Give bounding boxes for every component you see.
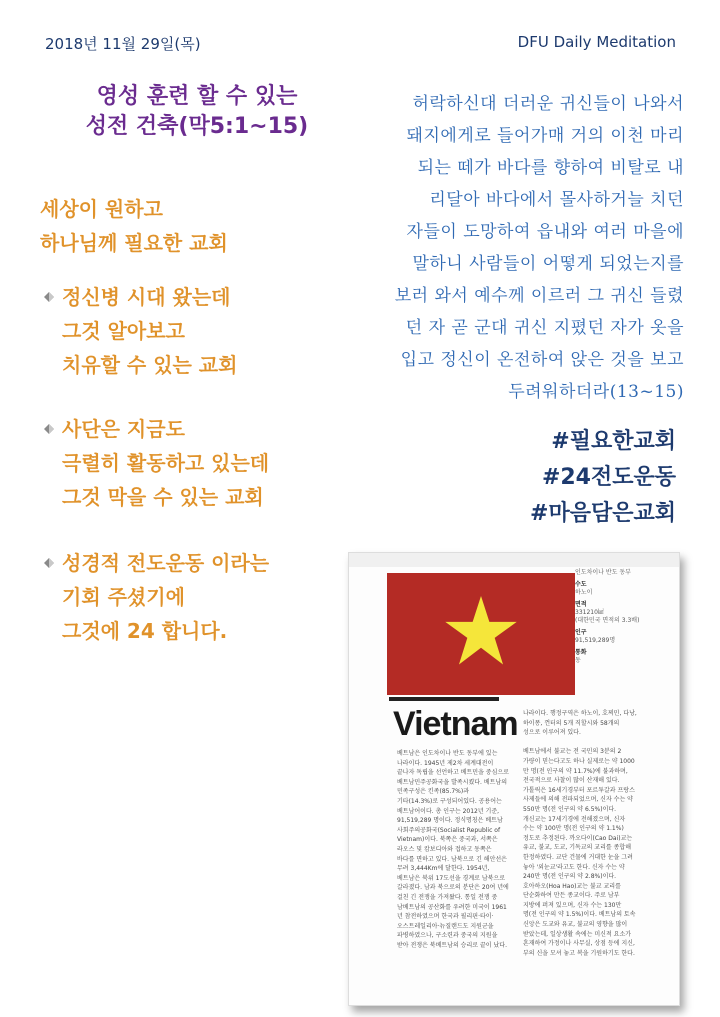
- fact-text: (대한민국 면적의 3.3배): [575, 617, 640, 624]
- bullet-item: [40, 546, 269, 648]
- article-text-line: 가량이 믿는다고도 하나 실제로는 약 1000: [523, 757, 635, 765]
- bullet-line: 사단은 지금도: [62, 417, 185, 441]
- bullet-item: [40, 280, 237, 382]
- hashtag: #24전도운동: [541, 465, 676, 490]
- scripture-line: 되는 떼가 바다를 향하여 비탈로 내: [417, 158, 684, 178]
- scripture-line: 자들이 도망하여 읍내와 여러 마을에: [406, 222, 684, 242]
- article-text-line: 가톨릭은 16세기경부터 포르투갈과 프랑스: [523, 786, 635, 794]
- brand-title: DFU Daily Meditation: [517, 33, 676, 51]
- fact-heading: 인구: [575, 629, 587, 636]
- article-text-line: 베트남에서 불교는 전 국민의 3분의 2: [523, 748, 622, 756]
- article-text-line: [523, 738, 663, 748]
- article-text-line: Vietnam)이다. 북쪽은 중국과, 서쪽은: [397, 836, 498, 844]
- article-left-column: [397, 749, 515, 950]
- bullet-line: 극렬히 활동하고 있는데: [62, 451, 270, 475]
- scripture-line: 말하니 사람들이 어떻게 되었는지를: [412, 254, 684, 274]
- flag-star-icon: [443, 593, 519, 669]
- bullet-line: 치유할 수 있는 교회: [62, 353, 238, 377]
- bullet-line: 그것 알아보고: [62, 319, 185, 343]
- article-text-line: 베트남어이다. 총 인구는 2012년 기준,: [397, 807, 500, 815]
- article-text-line: 바다를 면하고 있다. 남북으로 긴 해안선은: [397, 855, 507, 863]
- article-text-line: 받아 전쟁은 북베트남의 승리로 끝이 났다.: [397, 941, 507, 949]
- lead-line-2: 하나님께 필요한 교회: [40, 231, 228, 255]
- fact-heading: 통화: [575, 649, 587, 656]
- scripture-line: 던 자 곧 군대 귀신 지폈던 자가 옷을: [405, 318, 684, 338]
- article-text-line: 놓아 '외눈교'라고도 한다. 신자 수는 약: [523, 863, 625, 871]
- article-right-column: [523, 709, 663, 958]
- bullet-line: 그것 막을 수 있는 교회: [62, 485, 264, 509]
- article-text-line: 민족구성은 킨족(85.7%)과: [397, 788, 470, 796]
- article-text-line: 부의 신을 모셔 놓고 복을 기원하기도 한다.: [523, 949, 635, 957]
- scripture-line: 돼지에게로 들어가매 거의 이천 마리: [406, 126, 684, 146]
- fact-text: 인도차이나 반도 동부: [575, 569, 631, 576]
- bullet-line: 그것에 24 합니다.: [62, 619, 228, 643]
- lead-statement: [40, 192, 228, 260]
- diamond-bullet-icon: [40, 288, 58, 306]
- article-text-line: 단순화하여 만든 종교이다. 주로 남부: [523, 892, 620, 900]
- scripture-line: 허락하신대 더러운 귀신들이 나와서: [412, 94, 684, 114]
- heading-rule: [389, 697, 499, 701]
- article-text-line: 유교, 불교, 도교, 기독교의 교리를 종합해: [523, 844, 631, 852]
- lead-line-1: 세상이 원하고: [40, 197, 163, 221]
- scripture-passage: [366, 88, 684, 408]
- article-text-line: 하이퐁, 껀터의 5개 직할시와 58개의: [523, 719, 620, 727]
- scripture-line: 입고 정신이 온전하여 앉은 것을 보고: [400, 350, 684, 370]
- article-text-line: 개신교는 17세기경에 전해졌으며, 신자: [523, 815, 626, 823]
- article-text-line: 파병하였으나, 구소련과 중국의 지원을: [397, 932, 498, 940]
- article-text-line: 수는 약 100만 명(전 인구의 약 1.1%): [523, 825, 624, 833]
- article-text-line: 베트남은 인도차이나 반도 동부에 있는: [397, 750, 498, 757]
- date: 2018년 11월 29일(목): [45, 35, 201, 53]
- fact-text: 하노이: [575, 589, 593, 596]
- bullet-item: [40, 412, 269, 514]
- article-text-line: 오스트레일리아·뉴질랜드도 지원군을: [397, 922, 494, 930]
- country-facts: [575, 569, 675, 665]
- page-top-bar: [349, 553, 679, 567]
- article-text-line: 명(전 인구의 약 1.5%)이다. 베트남의 토속: [523, 911, 636, 919]
- sermon-title: [58, 82, 336, 142]
- article-text-line: 사회주의공화국(Socialist Republic of: [397, 826, 501, 834]
- article-text-line: 지방에 퍼져 있으며, 신자 수는 130만: [523, 901, 622, 909]
- hashtag: #마음담은교회: [530, 501, 676, 526]
- vietnam-article-page: [348, 552, 680, 1006]
- article-text-line: 받았는데, 일상생활 속에는 미신적 요소가: [523, 930, 632, 938]
- article-text-line: 끝나자 독립을 선언하고 베트민을 중심으로: [397, 769, 509, 777]
- article-text-line: 걸친 긴 전쟁을 가져왔다. 통일 전쟁 중: [397, 893, 498, 901]
- diamond-bullet-icon: [40, 554, 58, 572]
- article-text-line: 성으로 이루어져 있다.: [523, 729, 581, 737]
- scripture-line: 두려워하더라(13~15): [508, 382, 684, 402]
- fact-heading: 수도: [575, 581, 587, 588]
- article-text-line: 라오스 및 캄보디아와 접하고 동쪽은: [397, 845, 492, 853]
- article-text-line: 한정하였다. 교단 건물에 거대한 눈을 그려: [523, 853, 633, 861]
- article-text-line: 혼재하여 가정이나 사무실, 상점 등에 지신,: [523, 940, 635, 948]
- fact-heading: 면적: [575, 601, 587, 608]
- article-text-line: 신앙은 도교와 유교, 불교의 영향을 많이: [523, 921, 628, 929]
- article-text-line: 갈라졌다. 남과 북으로의 분단은 20여 년에: [397, 884, 509, 892]
- fact-text: 331210㎢: [575, 609, 604, 616]
- article-text-line: 정도로 추정된다. 까오다이(Cao Dai)교는: [523, 834, 633, 842]
- article-text-line: 전국적으로 사찰이 많이 산재해 있다.: [523, 777, 620, 785]
- bullet-line: 기회 주셨기에: [62, 585, 185, 609]
- hashtags: [530, 424, 676, 532]
- article-text-line: 240만 명(전 인구의 약 2.8%)이다.: [523, 873, 617, 881]
- article-text-line: 나라이다. 1945년 제2차 세계대전이: [397, 759, 494, 767]
- article-text-line: 년 참전하였으며 한국과 필리핀·타이·: [397, 913, 494, 921]
- article-text-line: 91,519,289 명이다. 정식명칭은 베트남: [397, 817, 503, 825]
- diamond-bullet-icon: [40, 420, 58, 438]
- title-line-1: 영성 훈련 할 수 있는: [96, 84, 298, 109]
- article-text-line: 나라이다. 행정구역은 하노이, 호찌민, 다낭,: [523, 710, 637, 717]
- article-text-line: 기타(14.3%)로 구성되어있다. 공용어는: [397, 797, 502, 805]
- scripture-line: 보러 와서 예수께 이르러 그 귀신 들렸: [394, 286, 684, 306]
- article-text-line: 베트남민주공화국을 발족시켰다. 베트남의: [397, 778, 508, 786]
- article-text-line: 호아하오(Hoa Hao)교는 불교 교리를: [523, 882, 621, 890]
- fact-text: 91,519,289명: [575, 637, 616, 644]
- article-text-line: 만 명(전 인구의 약 11.7%)에 불과하며,: [523, 767, 628, 775]
- fact-text: 동: [575, 657, 581, 664]
- hashtag: #필요한교회: [551, 429, 676, 454]
- article-text-line: 베트남은 북위 17도선을 경계로 남북으로: [397, 874, 506, 882]
- bullet-line: 성경적 전도운동 이라는: [62, 551, 270, 575]
- vietnam-flag: [387, 573, 575, 695]
- article-text-line: 사제들에 의해 전파되었으며, 신자 수는 약: [523, 796, 633, 804]
- article-text-line: 무려 3,444Km에 달한다. 1954년,: [397, 865, 490, 873]
- scripture-line: 리달아 바다에서 몰사하거늘 치던: [429, 190, 684, 210]
- bullet-line: 정신병 시대 왔는데: [62, 285, 231, 309]
- article-text-line: 550만 명(전 인구의 약 6.5%)이다.: [523, 805, 617, 813]
- title-line-2: 성전 건축(막5:1~15): [85, 114, 309, 139]
- article-heading: Vietnam: [393, 705, 518, 743]
- article-text-line: 남베트남의 공산화를 우려한 미국이 1961: [397, 903, 507, 911]
